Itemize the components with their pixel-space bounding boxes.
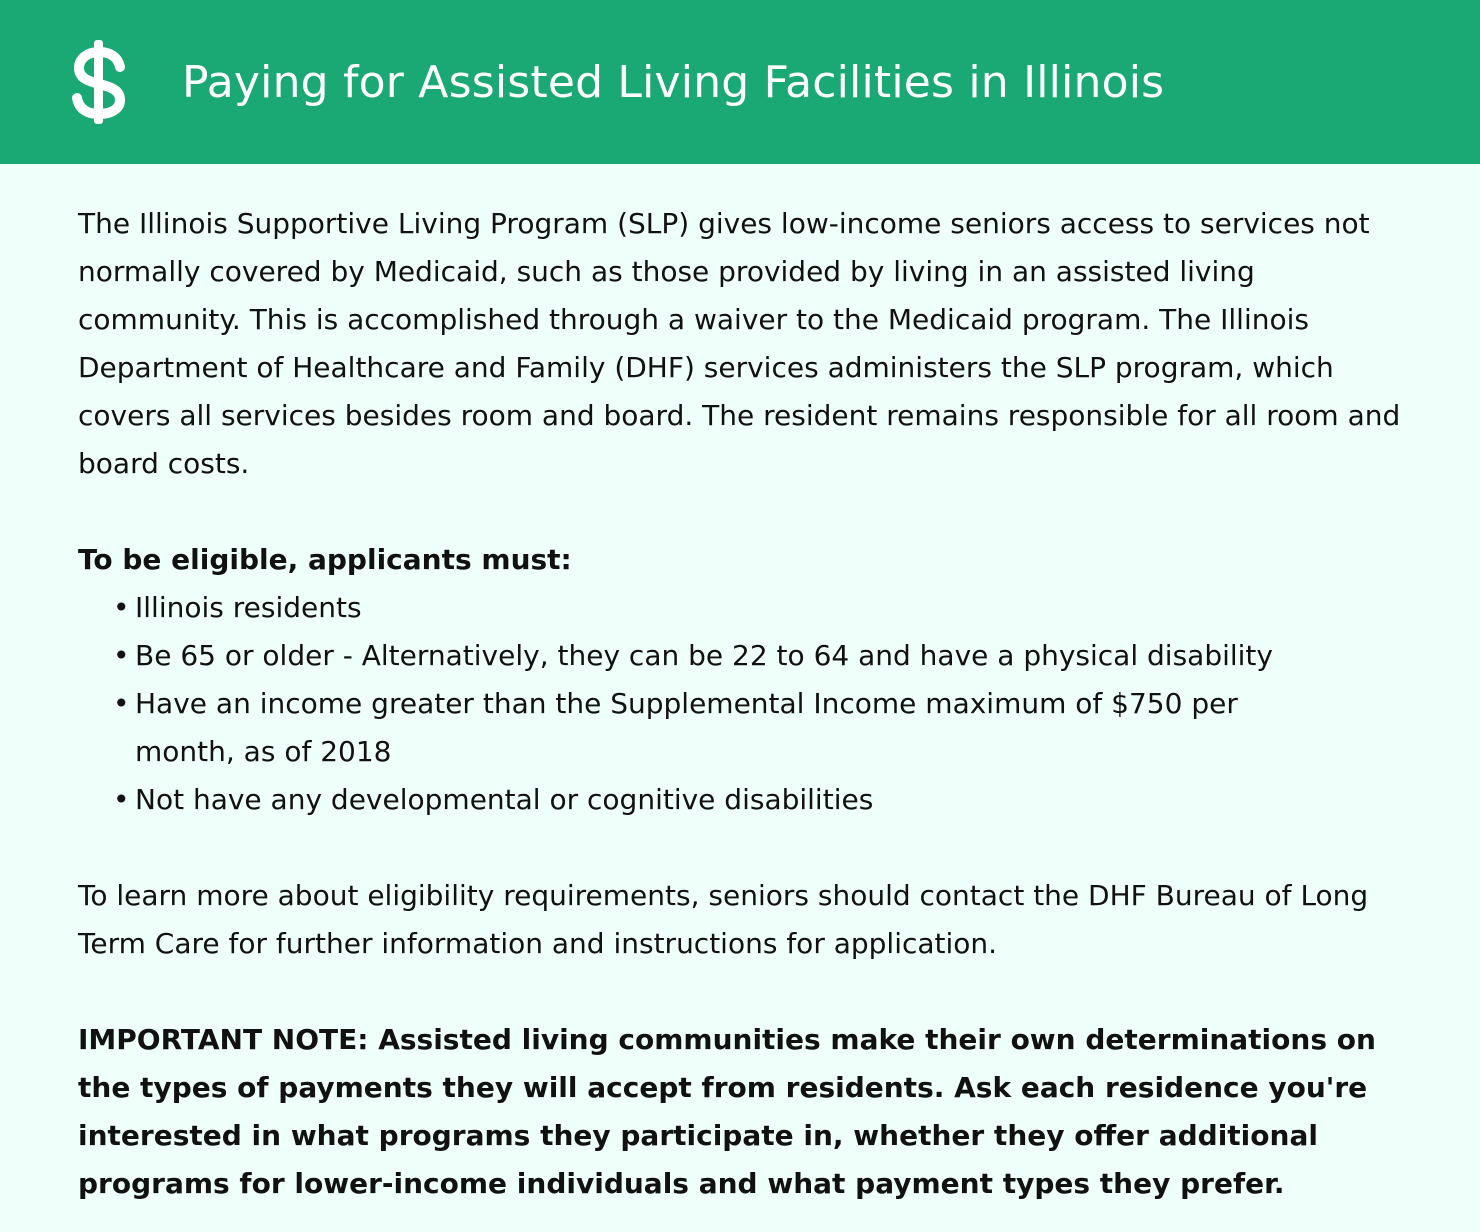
list-item-text: Illinois residents [135,591,362,624]
list-item [113,632,1420,680]
list-item [113,584,1420,632]
eligibility-list [78,584,1420,824]
content-panel [0,164,1480,1208]
list-item [113,680,1420,776]
intro-paragraph: The Illinois Supportive Living Program (SLP) gives low-income seniors access to services not normally covered by Medicaid, such as those provided by living in an assisted living community. This is accomplished through a waiver to the Medicaid program. The Illinois Department of Healthcare and Family (DHF) services administers the SLP program, which covers all services besides room and board. The resident remains responsible for all room and board costs. [78,207,1401,480]
list-item [113,776,1420,824]
bullet-icon: • [113,639,130,672]
list-item-text: Have an income greater than the Supplemental Income maximum of $750 per month, as of 2018 [135,687,1238,768]
eligibility-heading: To be eligible, applicants must: [78,543,572,576]
bullet-icon: • [113,591,130,624]
page-header [0,0,1480,164]
bullet-icon: • [113,687,130,720]
bullet-icon: • [113,783,130,816]
list-item-text: Not have any developmental or cognitive disabilities [135,783,874,816]
list-item-text: Be 65 or older - Alternatively, they can be 22 to 64 and have a physical disability [135,639,1273,672]
page-title: Paying for Assisted Living Facilities in Illinois [182,56,1165,108]
important-note: IMPORTANT NOTE: Assisted living communities make their own determinations on the types of payments they will accept from residents. Ask each residence you're interested in what programs they participate in, whether they offer additional programs for lower-income individuals and what payment types they prefer. [78,1023,1376,1200]
learn-more-paragraph: To learn more about eligibility requirements, seniors should contact the DHF Bureau of Long Term Care for further information and instructions for application. [78,879,1369,960]
dollar-icon [70,37,130,127]
